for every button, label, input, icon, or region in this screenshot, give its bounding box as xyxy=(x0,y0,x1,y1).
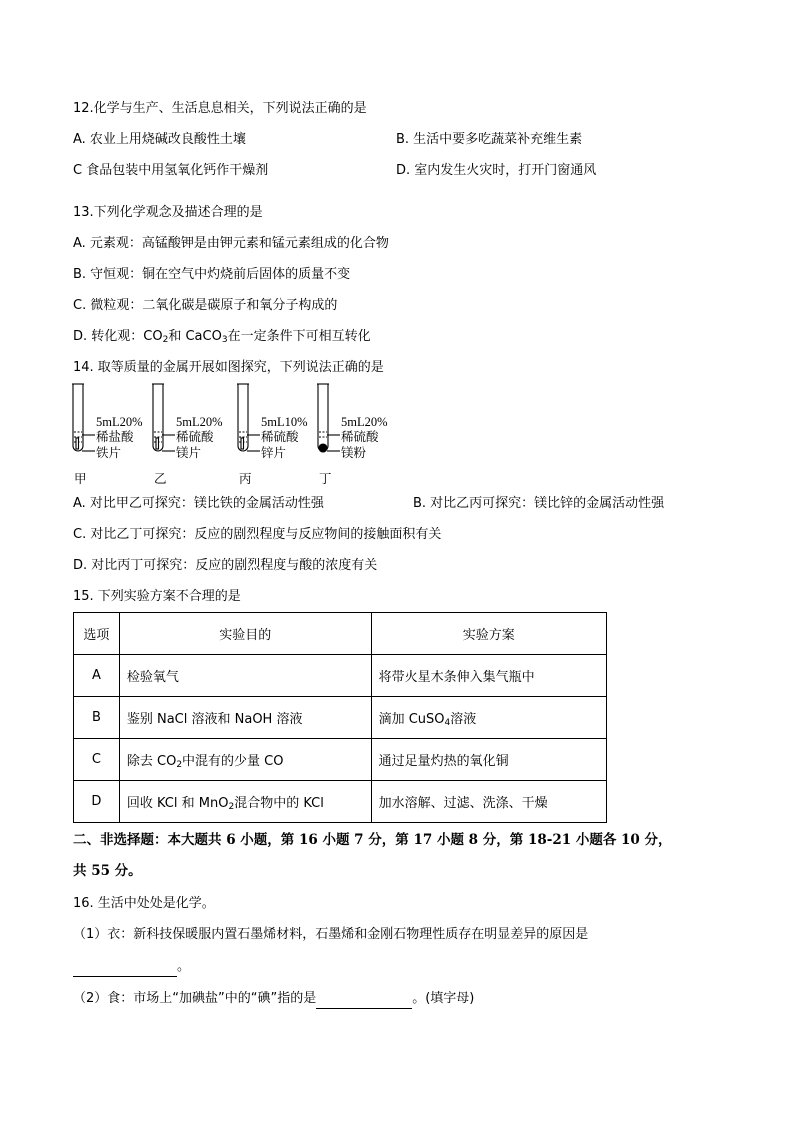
q12-option-c: C 食品包装中用氢氧化钙作干燥剂 xyxy=(73,163,269,178)
row-plan: 滴加 CuSO$_4$溶液 xyxy=(371,697,606,739)
q16-part1: （1）衣：新科技保暖服内置石墨烯材料，石墨烯和金刚石物理性质存在明显差异的原因是 xyxy=(73,927,589,942)
table-row xyxy=(74,697,607,739)
test-tube-ding xyxy=(317,384,340,452)
q14-option-d: D. 对比丙丁可探究：反应的剧烈程度与酸的浓度有关 xyxy=(73,558,378,573)
table-row xyxy=(74,781,607,823)
q16-part2: （2）食：市场上“加碘盐”中的“碘”指的是 。(填字母) xyxy=(73,990,474,1009)
q13-stem: 13.下列化学观念及描述合理的是 xyxy=(73,205,263,220)
section2-heading-line2: 共 55 分。 xyxy=(73,863,142,879)
tube-ding-metal: 镁粉 xyxy=(341,446,367,460)
row-plan: 将带火星木条伸入集气瓶中 xyxy=(371,655,606,697)
row-plan: 通过足量灼热的氧化铜 xyxy=(371,739,606,781)
row-option: D xyxy=(74,781,120,823)
tube-bing-metal: 锌片 xyxy=(261,446,287,460)
q12-option-a: A. 农业上用烧碱改良酸性土壤 xyxy=(73,132,246,147)
test-tube-bing xyxy=(237,384,260,451)
table-row xyxy=(74,655,607,697)
header-plan: 实验方案 xyxy=(371,613,606,655)
row-goal: 除去 $CO_2$中混有的少量 CO xyxy=(119,739,371,781)
q12-option-b: B. 生活中要多吃蔬菜补充维生素 xyxy=(396,132,583,147)
q14-option-b: B. 对比乙丙可探究：镁比锌的金属活动性强 xyxy=(413,496,665,511)
test-tube-yi xyxy=(152,384,175,451)
q13-option-a: A. 元素观：高锰酸钾是由钾元素和锰元素组成的化合物 xyxy=(73,236,389,251)
row-goal: 回收 KCl 和 MnO$_2$混合物中的 KCl xyxy=(119,781,371,823)
row-goal: 检验氧气 xyxy=(119,655,371,697)
answer-blank[interactable] xyxy=(316,990,412,1009)
tube-ding-label: 丁 xyxy=(319,472,332,486)
table-row xyxy=(74,739,607,781)
experiment-table xyxy=(73,612,607,823)
q16-stem: 16. 生活中处处是化学。 xyxy=(73,896,215,911)
tube-jia-label: 甲 xyxy=(74,472,87,486)
row-plan: 加水溶解、过滤、洗涤、干燥 xyxy=(371,781,606,823)
tube-bing-label: 丙 xyxy=(239,472,252,486)
answer-blank[interactable] xyxy=(73,958,177,977)
q15-stem: 15. 下列实验方案不合理的是 xyxy=(73,589,241,604)
q14-stem: 14. 取等质量的金属开展如图探究，下列说法正确的是 xyxy=(73,360,384,375)
header-option: 选项 xyxy=(74,613,120,655)
tube-jia-acid: 稀盐酸 xyxy=(96,430,134,444)
q16-part1-answer: 。 xyxy=(73,958,190,977)
q13-option-b: B. 守恒观：铜在空气中灼烧前后固体的质量不变 xyxy=(73,267,351,282)
tube-yi-label: 乙 xyxy=(154,472,167,486)
tube-ding-volume: 5mL20% xyxy=(341,415,388,429)
row-option: B xyxy=(74,697,120,739)
table-header-row xyxy=(74,613,607,655)
header-goal: 实验目的 xyxy=(119,613,371,655)
tube-bing-volume: 5mL10% xyxy=(261,415,308,429)
q12-stem: 12.化学与生产、生活息息相关，下列说法正确的是 xyxy=(73,101,367,116)
q13-option-c: C. 微粒观：二氧化碳是碳原子和氧分子构成的 xyxy=(73,298,338,313)
tube-bing-acid: 稀硫酸 xyxy=(261,430,299,444)
row-option: A xyxy=(74,655,120,697)
tube-yi-metal: 镁片 xyxy=(176,446,202,460)
section2-heading-line1: 二、非选择题：本大题共 6 小题，第 16 小题 7 分，第 17 小题 8 分，第 18-21 小题各 10 分， xyxy=(73,832,672,848)
tube-yi-acid: 稀硫酸 xyxy=(176,430,214,444)
q13-option-d: D. 转化观：$CO_2$和 CaCO$_3$在一定条件下可相互转化 xyxy=(73,329,371,345)
q12-option-d: D. 室内发生火灾时，打开门窗通风 xyxy=(396,163,597,178)
tube-yi-volume: 5mL20% xyxy=(176,415,223,429)
tube-ding-acid: 稀硫酸 xyxy=(341,430,379,444)
tube-jia-volume: 5mL20% xyxy=(96,415,143,429)
q14-option-c: C. 对比乙丁可探究：反应的剧烈程度与反应物间的接触面积有关 xyxy=(73,527,442,542)
tube-jia-metal: 铁片 xyxy=(96,446,122,460)
row-option: C xyxy=(74,739,120,781)
row-goal: 鉴别 NaCl 溶液和 NaOH 溶液 xyxy=(119,697,371,739)
test-tube-jia xyxy=(72,384,95,451)
q14-option-a: A. 对比甲乙可探究：镁比铁的金属活动性强 xyxy=(73,496,324,511)
